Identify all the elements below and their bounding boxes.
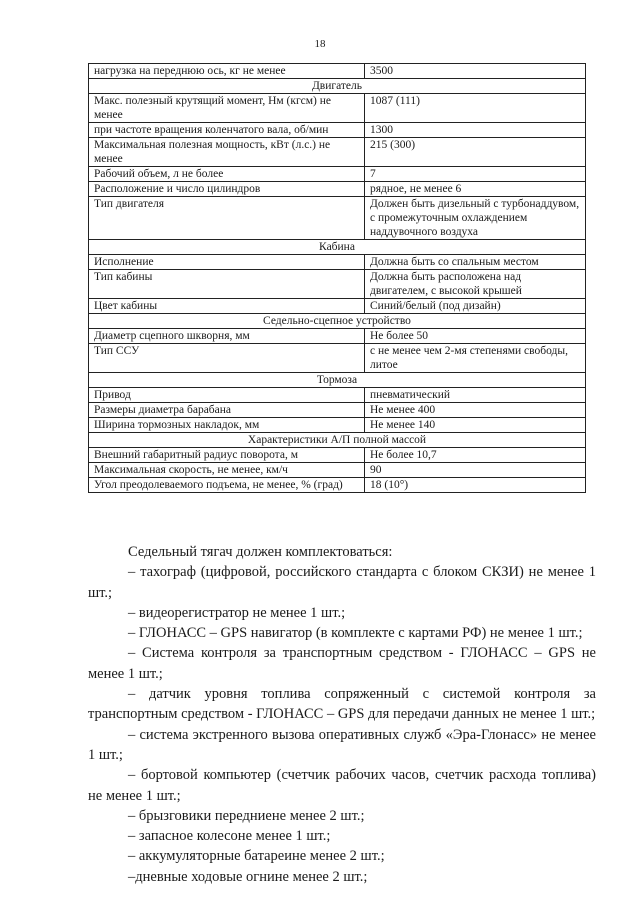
table-row xyxy=(89,403,586,418)
table-row xyxy=(89,270,586,299)
parameter-cell: Внешний габаритный радиус поворота, м xyxy=(89,448,365,463)
parameter-cell: при частоте вращения коленчатого вала, об/мин xyxy=(89,123,365,138)
parameter-cell: Угол преодолеваемого подъема, не менее, % (град) xyxy=(89,478,365,493)
value-cell: Должна быть расположена над двигателем, с высокой крышей xyxy=(365,270,586,299)
table-row xyxy=(89,418,586,433)
table-row xyxy=(89,329,586,344)
value-cell: 1300 xyxy=(365,123,586,138)
section-title: Кабина xyxy=(89,240,586,255)
equipment-item: – тахограф (цифровой, российского стандарта с блоком СКЗИ) не менее 1 шт.; xyxy=(88,564,596,601)
section-title: Седельно-сцепное устройство xyxy=(89,314,586,329)
value-cell: Не менее 140 xyxy=(365,418,586,433)
value-cell: пневматический xyxy=(365,388,586,403)
parameter-cell: Тип кабины xyxy=(89,270,365,299)
equipment-item: – брызговики передниене менее 2 шт.; xyxy=(128,807,365,824)
parameter-cell: Размеры диаметра барабана xyxy=(89,403,365,418)
parameter-cell: Максимальная полезная мощность, кВт (л.с.) не менее xyxy=(89,138,365,167)
parameter-cell: Максимальная скорость, не менее, км/ч xyxy=(89,463,365,478)
value-cell: Не более 50 xyxy=(365,329,586,344)
equipment-item: – система экстренного вызова оперативных служб «Эра-Глонасс» не менее 1 шт.; xyxy=(88,726,596,763)
parameter-cell: Привод xyxy=(89,388,365,403)
parameter-cell: Ширина тормозных накладок, мм xyxy=(89,418,365,433)
equipment-item: – бортовой компьютер (счетчик рабочих часов, счетчик расхода топлива) не менее 1 шт.; xyxy=(88,767,596,804)
value-cell: Должен быть дизельный с турбонаддувом, с промежуточным охлаждением наддувочного воздуха xyxy=(365,197,586,240)
table-row xyxy=(89,64,586,79)
equipment-item: – ГЛОНАСС – GPS навигатор (в комплекте с картами РФ) не менее 1 шт.; xyxy=(128,625,583,642)
value-cell: Не менее 400 xyxy=(365,403,586,418)
value-cell: 3500 xyxy=(365,64,586,79)
table-row xyxy=(89,197,586,240)
table-section-header xyxy=(89,240,586,255)
equipment-item: –дневные ходовые огнине менее 2 шт.; xyxy=(128,868,368,885)
equipment-item: – Система контроля за транспортным средством - ГЛОНАСС – GPS не менее 1 шт.; xyxy=(88,645,596,682)
table-row xyxy=(89,182,586,197)
parameter-cell: Рабочий объем, л не более xyxy=(89,167,365,182)
parameter-cell: Цвет кабины xyxy=(89,299,365,314)
parameter-cell: Тип двигателя xyxy=(89,197,365,240)
value-cell: рядное, не менее 6 xyxy=(365,182,586,197)
table-row xyxy=(89,94,586,123)
table-row xyxy=(89,255,586,270)
parameter-cell: нагрузка на переднюю ось, кг не менее xyxy=(89,64,365,79)
value-cell: 1087 (111) xyxy=(365,94,586,123)
parameter-cell: Диаметр сцепного шкворня, мм xyxy=(89,329,365,344)
specifications-table xyxy=(88,63,586,493)
table-row xyxy=(89,167,586,182)
equipment-list xyxy=(88,542,596,887)
table-section-header xyxy=(89,79,586,94)
value-cell: 7 xyxy=(365,167,586,182)
section-title: Тормоза xyxy=(89,373,586,388)
table-row xyxy=(89,388,586,403)
value-cell: Должна быть со спальным местом xyxy=(365,255,586,270)
table-row xyxy=(89,448,586,463)
section-title: Двигатель xyxy=(89,79,586,94)
value-cell: 215 (300) xyxy=(365,138,586,167)
parameter-cell: Тип ССУ xyxy=(89,344,365,373)
value-cell: 18 (10°) xyxy=(365,478,586,493)
table-row xyxy=(89,138,586,167)
parameter-cell: Исполнение xyxy=(89,255,365,270)
table-section-header xyxy=(89,314,586,329)
value-cell: Не более 10,7 xyxy=(365,448,586,463)
parameter-cell: Макс. полезный крутящий момент, Нм (кгсм) не менее xyxy=(89,94,365,123)
value-cell: Синий/белый (под дизайн) xyxy=(365,299,586,314)
parameter-cell: Расположение и число цилиндров xyxy=(89,182,365,197)
value-cell: с не менее чем 2-мя степенями свободы, литое xyxy=(365,344,586,373)
page-number: 18 xyxy=(314,38,326,50)
value-cell: 90 xyxy=(365,463,586,478)
table-row xyxy=(89,299,586,314)
equipment-item: – датчик уровня топлива сопряженный с системой контроля за транспортным средством - ГЛОНАСС – GPS для передачи данных не менее 1 шт.; xyxy=(88,686,596,723)
equipment-item: – видеорегистратор не менее 1 шт.; xyxy=(128,604,346,621)
equipment-item: – аккумуляторные батареине менее 2 шт.; xyxy=(128,848,385,865)
section-title: Характеристики А/П полной массой xyxy=(89,433,586,448)
equipment-intro: Седельный тягач должен комплектоваться: xyxy=(128,544,393,560)
equipment-item: – запасное колесоне менее 1 шт.; xyxy=(128,828,331,845)
table-row xyxy=(89,344,586,373)
table-row xyxy=(89,478,586,493)
table-row xyxy=(89,463,586,478)
table-section-header xyxy=(89,373,586,388)
table-section-header xyxy=(89,433,586,448)
table-row xyxy=(89,123,586,138)
